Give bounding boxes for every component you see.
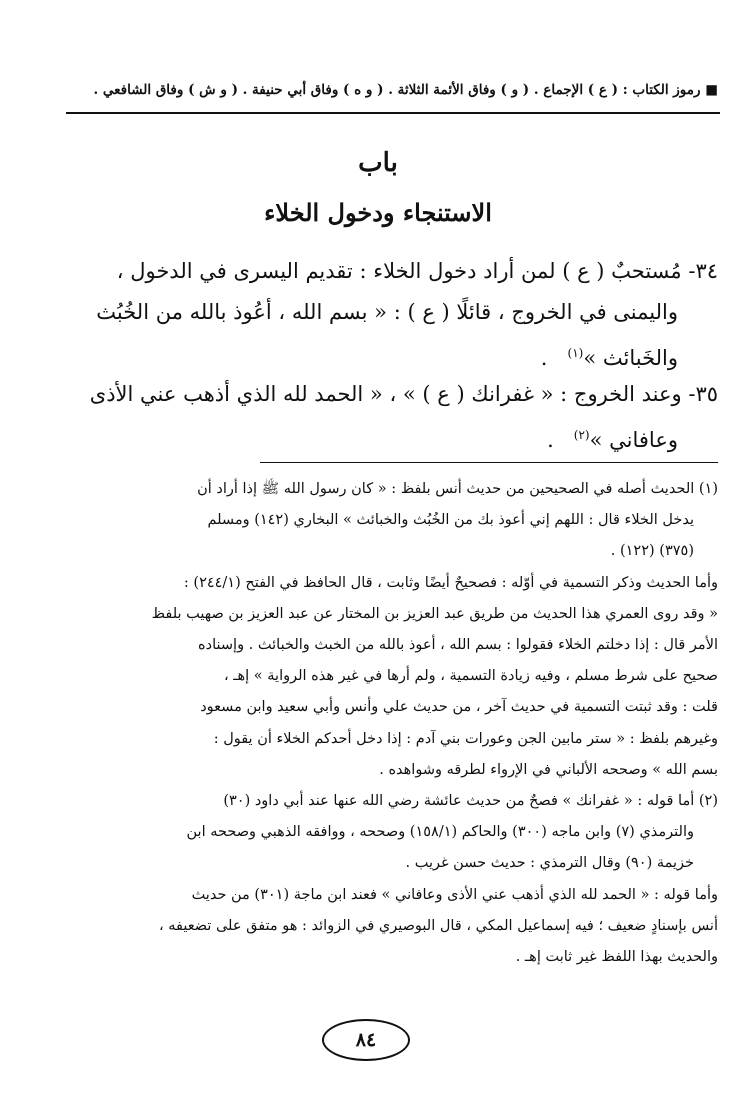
footnote-ref-1: (١) xyxy=(567,346,584,360)
footnote-line: (١) الحديث أصله في الصحيحين من حديث أنس بلفظ : « كان رسول الله ﷺ إذا أراد أن xyxy=(197,481,718,497)
running-header: ■ رموز الكتاب : ( ع ) الإجماع . ( و ) وفاق الأئمة الثلاثة . ( و ه ) وفاق أبي حنيفة . ( و ش ) وفاق الشافعي . xyxy=(93,82,718,98)
footnote-line: وغيرهم بلفظ : « ستر مابين الجن وعورات بني آدم : إذا دخل أحدكم الخلاء أن يقول : xyxy=(213,730,718,747)
header-rule xyxy=(66,112,720,114)
footnote-line: صحيح على شرط مسلم ، وفيه زيادة التسمية ، ولم أرها في غير هذه الرواية » إهـ ، xyxy=(223,668,718,685)
para34-line-1: ٣٤- مُستحبٌ ( ع ) لمن أراد دخول الخلاء : تقديم اليسرى في الدخول ، xyxy=(116,259,718,283)
para34-line-3 xyxy=(66,333,718,379)
footnote-line: « وقد روى العمري هذا الحديث من طريق عبد العزيز بن المختار عن عبد العزيز بن صهيب بلفظ xyxy=(151,605,718,622)
paragraph-34 xyxy=(66,251,718,379)
paragraph-35 xyxy=(66,374,718,461)
footnote-line: الأمر قال : إذا دخلتم الخلاء فقولوا : بسم الله ، أعوذ بالله من الخبث والخبائث . وإسناده xyxy=(198,637,718,654)
page-number: ٨٤ xyxy=(322,1019,410,1061)
footnote-ref-2: (٢) xyxy=(573,428,590,442)
footnote-line: (٣٧٥) (١٢٢) . xyxy=(610,543,694,560)
para35-end: . xyxy=(547,428,554,452)
footnote-line: قلت : وقد ثبتت التسمية في حديث آخر ، من حديث علي وأنس وأبي سعيد وابن مسعود xyxy=(200,699,718,716)
para34-line-2: واليمنى في الخروج ، قائلًا ( ع ) : « بسم الله ، أعُوذ بالله من الخُبُث xyxy=(96,300,678,324)
para34-end: . xyxy=(540,346,548,370)
footnote-line: وأما قوله : « الحمد لله الذي أذهب عني الأذى وعافاني » فعند ابن ماجة (٣٠١) من حديث xyxy=(191,886,718,903)
chapter-subtitle: الاستنجاء ودخول الخلاء xyxy=(264,198,492,227)
footnote-line: خزيمة (٩٠) وقال الترمذي : حديث حسن غريب . xyxy=(405,855,694,872)
chapter-title: باب xyxy=(358,148,398,178)
para35-line-2-text: وعافاني » xyxy=(589,428,678,452)
footnote-line: والترمذي (٧) وابن ماجه (٣٠٠) والحاكم (١٥٨/١) وصححه ، ووافقه الذهبي وصححه ابن xyxy=(186,824,694,841)
footnote-separator xyxy=(260,462,718,463)
footnotes xyxy=(64,474,718,973)
para34-line-3-text: والخَبائث » xyxy=(583,346,678,370)
footnote-line: أنس بإسنادٍ ضعيف ؛ فيه إسماعيل المكي ، قال البوصيري في الزوائد : هو متفق على تضعيفه ، xyxy=(158,917,718,934)
para35-line-1: ٣٥- وعند الخروج : « غفرانك ( ع ) » ، « الحمد لله الذي أذهب عني الأذى xyxy=(89,382,718,406)
footnote-line: والحديث بهذا اللفظ غير ثابت إهـ . xyxy=(515,949,718,966)
footnote-line: وأما الحديث وذكر التسمية في أوّله : فصحيحٌ أيضًا وثابت ، قال الحافظ في الفتح (٢٤٤/١) : xyxy=(183,574,718,591)
footnote-line: (٢) أما قوله : « غفرانك » فصحٌ من حديث عائشة رضي الله عنها عند أبي داود (٣٠) xyxy=(223,793,718,810)
para35-line-2 xyxy=(66,415,718,461)
footnote-line: يدخل الخلاء قال : اللهم إني أعوذ بك من الخُبُث والخبائث » البخاري (١٤٢) ومسلم xyxy=(207,512,694,529)
footnote-line: بسم الله » وصححه الألباني في الإرواء لطرقه وشواهده . xyxy=(379,761,718,778)
